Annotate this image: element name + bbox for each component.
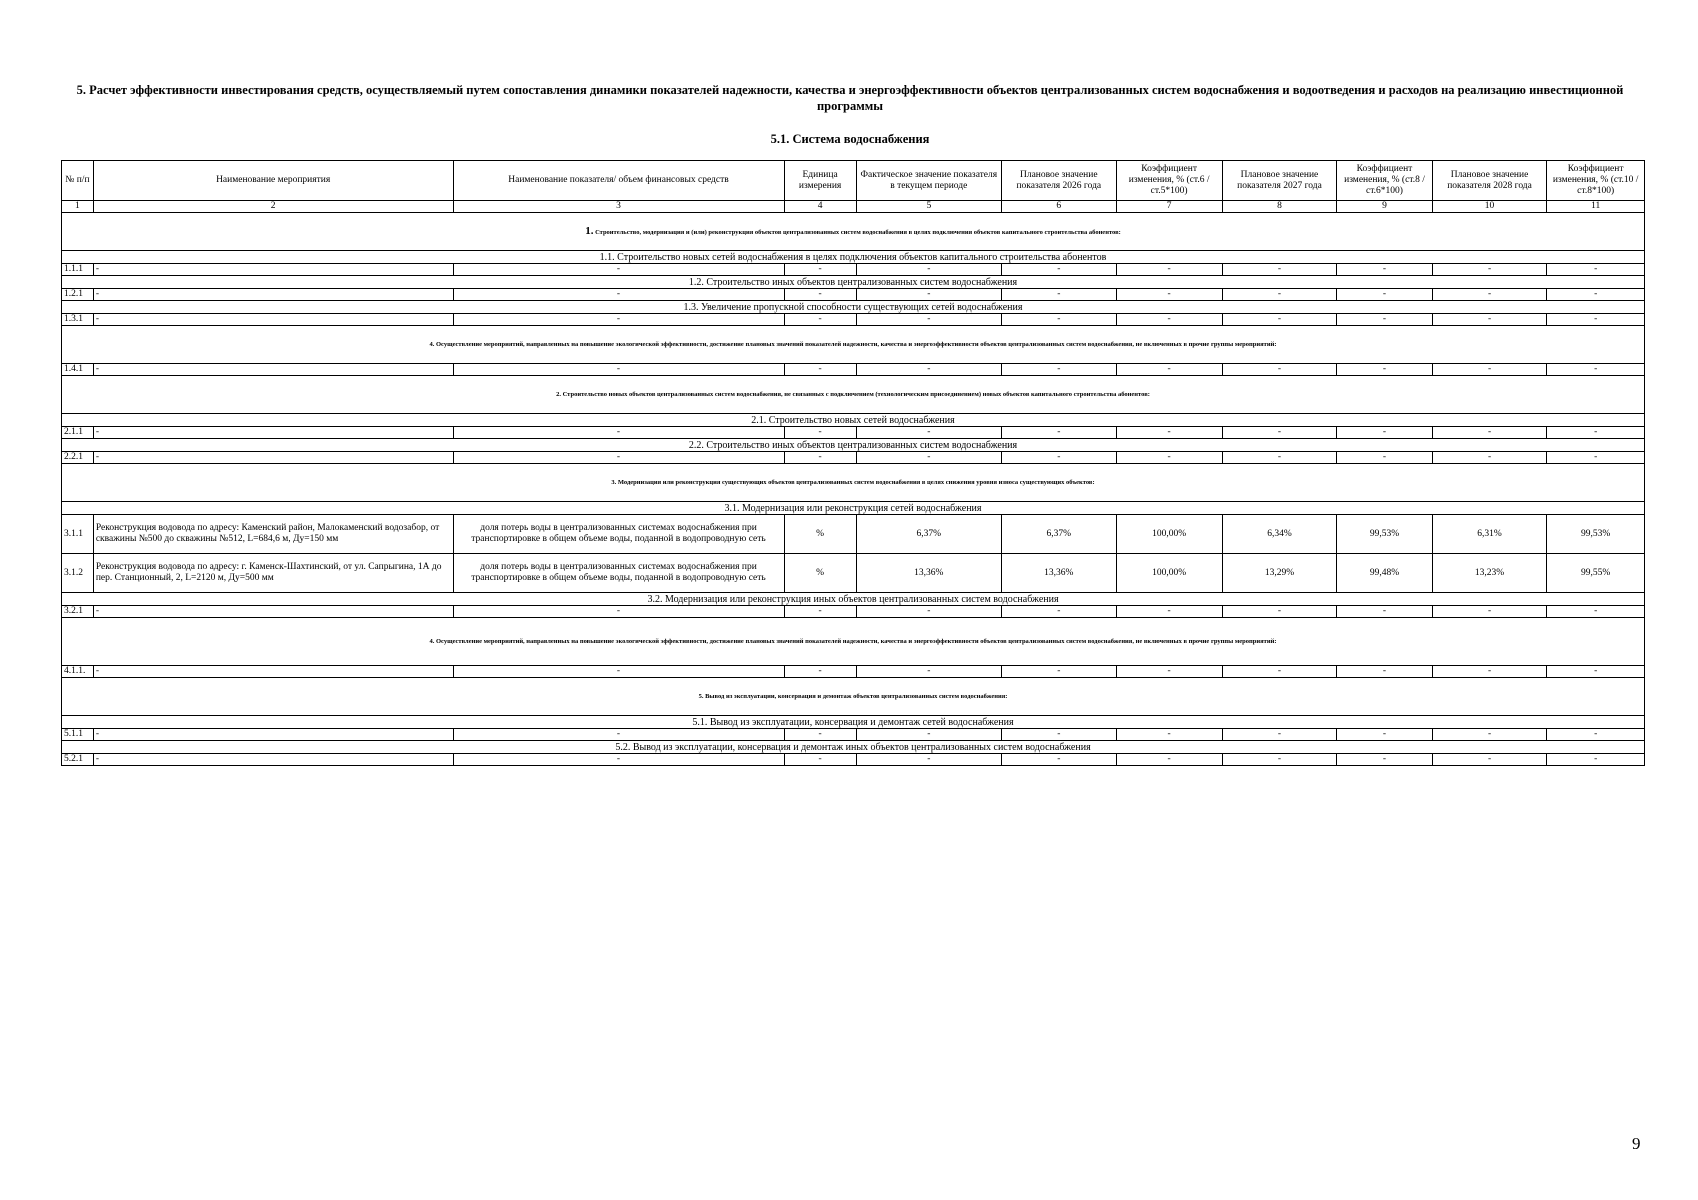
group-heading-row xyxy=(62,376,1645,414)
cell-value: % xyxy=(784,515,856,554)
table-row xyxy=(62,289,1645,301)
subgroup-heading-row xyxy=(62,301,1645,314)
page-number: 9 xyxy=(1632,1134,1641,1153)
cell-value: 13,36% xyxy=(1002,554,1117,593)
cell-value: - xyxy=(93,427,453,439)
group-heading: 4. Осуществление мероприятий, направленных на повышение экологической эффективности, достижение плановых значений показателей надежности, качества и энергоэффективности объектов централизованных систем водоснабжения, не включенных в прочие группы мероприятий: xyxy=(429,341,1277,348)
cell-value: 6,37% xyxy=(856,515,1001,554)
header-row xyxy=(62,161,1645,201)
cell-value: - xyxy=(784,364,856,376)
cell-value: - xyxy=(1002,427,1117,439)
cell-value: - xyxy=(453,364,784,376)
measure-name: Реконструкция водовода по адресу: г. Каменск-Шахтинский, от ул. Сапрыгина, 1А до пер. Станционный, 2, L=2120 м, Ду=500 мм xyxy=(93,554,453,593)
cell-value: 99,53% xyxy=(1337,515,1432,554)
cell-value: - xyxy=(1432,754,1547,766)
group-heading-row xyxy=(62,618,1645,666)
column-number: 2 xyxy=(93,201,453,213)
cell-value: - xyxy=(1222,606,1337,618)
cell-value: - xyxy=(784,729,856,741)
cell-value: - xyxy=(856,364,1001,376)
subgroup-heading-row xyxy=(62,251,1645,264)
cell-value: - xyxy=(1432,729,1547,741)
cell-value: - xyxy=(93,606,453,618)
group-heading: Строительство, модернизация и (или) реконструкция объектов централизованных систем водоснабжения в целях подключения объектов капитального строительства абонентов: xyxy=(593,228,1121,236)
table-row xyxy=(62,606,1645,618)
row-number: 2.1.1 xyxy=(62,427,94,439)
group-heading-row xyxy=(62,464,1645,502)
cell-value: % xyxy=(784,554,856,593)
group-heading-row xyxy=(62,326,1645,364)
cell-value: - xyxy=(1547,264,1645,276)
subgroup-heading: 2.1. Строительство новых сетей водоснабжения xyxy=(62,414,1645,427)
indicator-name: доля потерь воды в централизованных системах водоснабжения при транспортировке в общем объеме воды, поданной в водопроводную сеть xyxy=(453,554,784,593)
cell-value: - xyxy=(453,289,784,301)
column-header: Наименование показателя/ объем финансовых средств xyxy=(453,161,784,201)
group-heading: 2. Строительство новых объектов централизованных систем водоснабжения, не связанных с подключением (технологическим присоединением) новых объектов капитального строительства абонентов: xyxy=(556,391,1150,398)
cell-value: - xyxy=(1337,452,1432,464)
cell-value: - xyxy=(1116,666,1222,678)
cell-value: - xyxy=(453,452,784,464)
cell-value: - xyxy=(1002,314,1117,326)
cell-value: - xyxy=(1222,427,1337,439)
cell-value: - xyxy=(856,666,1001,678)
cell-value: - xyxy=(1337,427,1432,439)
table-row xyxy=(62,666,1645,678)
cell-value: 6,37% xyxy=(1002,515,1117,554)
group-heading: 3. Модернизация или реконструкция существующих объектов централизованных систем водоснабжения в целях снижения уровня износа существующих объектов: xyxy=(611,479,1095,486)
cell-value: - xyxy=(1222,754,1337,766)
cell-value: - xyxy=(784,314,856,326)
cell-value: - xyxy=(1002,289,1117,301)
column-number: 1 xyxy=(62,201,94,213)
cell-value: - xyxy=(93,364,453,376)
cell-value: 99,48% xyxy=(1337,554,1432,593)
row-number: 4.1.1. xyxy=(62,666,94,678)
cell-value: - xyxy=(453,729,784,741)
cell-value: - xyxy=(1222,314,1337,326)
cell-value: - xyxy=(1002,729,1117,741)
cell-value: - xyxy=(1547,427,1645,439)
cell-value: - xyxy=(1432,364,1547,376)
cell-value: - xyxy=(1002,264,1117,276)
cell-value: - xyxy=(856,289,1001,301)
cell-value: - xyxy=(1116,264,1222,276)
table-row xyxy=(62,314,1645,326)
table-row xyxy=(62,754,1645,766)
indicator-name: доля потерь воды в централизованных системах водоснабжения при транспортировке в общем объеме воды, поданной в водопроводную сеть xyxy=(453,515,784,554)
cell-value: 6,34% xyxy=(1222,515,1337,554)
cell-value: - xyxy=(1116,427,1222,439)
row-number: 1.3.1 xyxy=(62,314,94,326)
cell-value: - xyxy=(453,666,784,678)
subgroup-heading-row xyxy=(62,439,1645,452)
cell-value: - xyxy=(1116,364,1222,376)
cell-value: - xyxy=(1337,314,1432,326)
cell-value: - xyxy=(1547,452,1645,464)
group-heading: 5. Вывод из эксплуатации, консервация и демонтаж объектов централизованных систем водоснабжения: xyxy=(698,693,1008,700)
cell-value: - xyxy=(856,427,1001,439)
column-header: Плановое значение показателя 2027 года xyxy=(1222,161,1337,201)
row-number: 3.2.1 xyxy=(62,606,94,618)
cell-value: - xyxy=(93,289,453,301)
table-row xyxy=(62,554,1645,593)
row-number: 1.2.1 xyxy=(62,289,94,301)
document-title: 5. Расчет эффективности инвестирования средств, осуществляемый путем сопоставления динамики показателей надежности, качества и энергоэффективности объектов централизованных систем водоснабжения и водоотведения и расходов на реализацию инвестиционной программы xyxy=(76,83,1624,113)
cell-value: - xyxy=(1116,452,1222,464)
cell-value: - xyxy=(1116,729,1222,741)
cell-value: - xyxy=(1116,314,1222,326)
subgroup-heading: 5.1. Вывод из эксплуатации, консервация и демонтаж сетей водоснабжения xyxy=(62,716,1645,729)
cell-value: - xyxy=(1337,364,1432,376)
cell-value: - xyxy=(1432,289,1547,301)
cell-value: - xyxy=(784,289,856,301)
column-header: Фактическое значение показателя в текущем периоде xyxy=(856,161,1001,201)
cell-value: 99,55% xyxy=(1547,554,1645,593)
cell-value: - xyxy=(1002,606,1117,618)
table-row xyxy=(62,364,1645,376)
column-number: 9 xyxy=(1337,201,1432,213)
cell-value: - xyxy=(856,606,1001,618)
group-heading-row xyxy=(62,213,1645,251)
cell-value: - xyxy=(453,606,784,618)
column-number-row xyxy=(62,201,1645,213)
cell-value: - xyxy=(1432,666,1547,678)
row-number: 5.1.1 xyxy=(62,729,94,741)
column-header: Плановое значение показателя 2028 года xyxy=(1432,161,1547,201)
row-number: 1.4.1 xyxy=(62,364,94,376)
column-header: Единица измерения xyxy=(784,161,856,201)
cell-value: - xyxy=(453,754,784,766)
cell-value: - xyxy=(784,754,856,766)
cell-value: - xyxy=(1337,606,1432,618)
cell-value: - xyxy=(93,314,453,326)
section-subtitle: 5.1. Система водоснабжения xyxy=(770,132,930,146)
cell-value: - xyxy=(93,666,453,678)
cell-value: - xyxy=(93,264,453,276)
subgroup-heading-row xyxy=(62,593,1645,606)
cell-value: - xyxy=(1337,289,1432,301)
cell-value: - xyxy=(1337,264,1432,276)
cell-value: - xyxy=(856,729,1001,741)
column-number: 8 xyxy=(1222,201,1337,213)
cell-value: - xyxy=(784,264,856,276)
cell-value: - xyxy=(1547,289,1645,301)
cell-value: - xyxy=(1547,314,1645,326)
cell-value: - xyxy=(1116,289,1222,301)
cell-value: - xyxy=(1116,606,1222,618)
cell-value: 99,53% xyxy=(1547,515,1645,554)
subgroup-heading-row xyxy=(62,414,1645,427)
cell-value: - xyxy=(784,606,856,618)
efficiency-table xyxy=(61,160,1645,766)
cell-value: - xyxy=(1222,289,1337,301)
cell-value: - xyxy=(856,264,1001,276)
column-number: 4 xyxy=(784,201,856,213)
cell-value: - xyxy=(1002,754,1117,766)
table-row xyxy=(62,729,1645,741)
cell-value: - xyxy=(856,452,1001,464)
subgroup-heading: 1.3. Увеличение пропускной способности существующих сетей водоснабжения xyxy=(62,301,1645,314)
table-row xyxy=(62,515,1645,554)
cell-value: - xyxy=(784,427,856,439)
cell-value: - xyxy=(1222,364,1337,376)
cell-value: - xyxy=(453,427,784,439)
cell-value: - xyxy=(1432,264,1547,276)
cell-value: - xyxy=(93,754,453,766)
cell-value: 13,36% xyxy=(856,554,1001,593)
cell-value: - xyxy=(1337,754,1432,766)
group-heading-row xyxy=(62,678,1645,716)
cell-value: - xyxy=(93,452,453,464)
cell-value: - xyxy=(1432,427,1547,439)
cell-value: - xyxy=(1002,666,1117,678)
column-number: 7 xyxy=(1116,201,1222,213)
cell-value: - xyxy=(1547,666,1645,678)
column-number: 3 xyxy=(453,201,784,213)
measure-name: Реконструкция водовода по адресу: Каменский район, Малокаменский водозабор, от скважины №500 до скважины №512, L=684,6 м, Ду=150 мм xyxy=(93,515,453,554)
group-number: 1. xyxy=(585,224,594,237)
cell-value: 100,00% xyxy=(1116,515,1222,554)
row-number: 3.1.2 xyxy=(62,554,94,593)
cell-value: - xyxy=(784,666,856,678)
cell-value: - xyxy=(1337,729,1432,741)
cell-value: - xyxy=(1222,264,1337,276)
column-number: 6 xyxy=(1002,201,1117,213)
cell-value: - xyxy=(856,754,1001,766)
cell-value: 13,23% xyxy=(1432,554,1547,593)
cell-value: - xyxy=(453,264,784,276)
cell-value: - xyxy=(1222,729,1337,741)
cell-value: - xyxy=(1432,452,1547,464)
row-number: 1.1.1 xyxy=(62,264,94,276)
cell-value: - xyxy=(1222,452,1337,464)
subgroup-heading: 3.1. Модернизация или реконструкция сетей водоснабжения xyxy=(62,502,1645,515)
row-number: 2.2.1 xyxy=(62,452,94,464)
column-number: 10 xyxy=(1432,201,1547,213)
cell-value: - xyxy=(1547,729,1645,741)
column-header: Наименование мероприятия xyxy=(93,161,453,201)
cell-value: - xyxy=(1002,452,1117,464)
cell-value: 100,00% xyxy=(1116,554,1222,593)
cell-value: - xyxy=(1547,364,1645,376)
group-heading: 4. Осуществление мероприятий, направленных на повышение экологической эффективности, достижение плановых значений показателей надежности, качества и энергоэффективности объектов централизованных систем водоснабжения, не включенных в прочие группы мероприятий: xyxy=(429,638,1277,645)
subgroup-heading: 2.2. Строительство иных объектов централизованных систем водоснабжения xyxy=(62,439,1645,452)
cell-value: 6,31% xyxy=(1432,515,1547,554)
column-header: Коэффициент изменения, % (ст.6 /ст.5*100) xyxy=(1116,161,1222,201)
cell-value: - xyxy=(1116,754,1222,766)
column-header: № п/п xyxy=(62,161,94,201)
column-header: Плановое значение показателя 2026 года xyxy=(1002,161,1117,201)
column-header: Коэффициент изменения, % (ст.10 /ст.8*100) xyxy=(1547,161,1645,201)
row-number: 3.1.1 xyxy=(62,515,94,554)
cell-value: - xyxy=(1432,606,1547,618)
subgroup-heading: 5.2. Вывод из эксплуатации, консервация и демонтаж иных объектов централизованных систем водоснабжения xyxy=(62,741,1645,754)
subgroup-heading: 3.2. Модернизация или реконструкция иных объектов централизованных систем водоснабжения xyxy=(62,593,1645,606)
subgroup-heading: 1.2. Строительство иных объектов централизованных систем водоснабжения xyxy=(62,276,1645,289)
cell-value: - xyxy=(93,729,453,741)
table-row xyxy=(62,427,1645,439)
subgroup-heading-row xyxy=(62,502,1645,515)
column-header: Коэффициент изменения, % (ст.8 /ст.6*100) xyxy=(1337,161,1432,201)
cell-value: - xyxy=(1432,314,1547,326)
table-row xyxy=(62,452,1645,464)
row-number: 5.2.1 xyxy=(62,754,94,766)
column-number: 5 xyxy=(856,201,1001,213)
cell-value: - xyxy=(856,314,1001,326)
subgroup-heading-row xyxy=(62,716,1645,729)
subgroup-heading-row xyxy=(62,741,1645,754)
cell-value: - xyxy=(1222,666,1337,678)
cell-value: - xyxy=(1547,754,1645,766)
cell-value: - xyxy=(1337,666,1432,678)
cell-value: - xyxy=(453,314,784,326)
cell-value: 13,29% xyxy=(1222,554,1337,593)
cell-value: - xyxy=(1002,364,1117,376)
column-number: 11 xyxy=(1547,201,1645,213)
table-row xyxy=(62,264,1645,276)
cell-value: - xyxy=(1547,606,1645,618)
cell-value: - xyxy=(784,452,856,464)
subgroup-heading-row xyxy=(62,276,1645,289)
subgroup-heading: 1.1. Строительство новых сетей водоснабжения в целях подключения объектов капитального строительства абонентов xyxy=(62,251,1645,264)
